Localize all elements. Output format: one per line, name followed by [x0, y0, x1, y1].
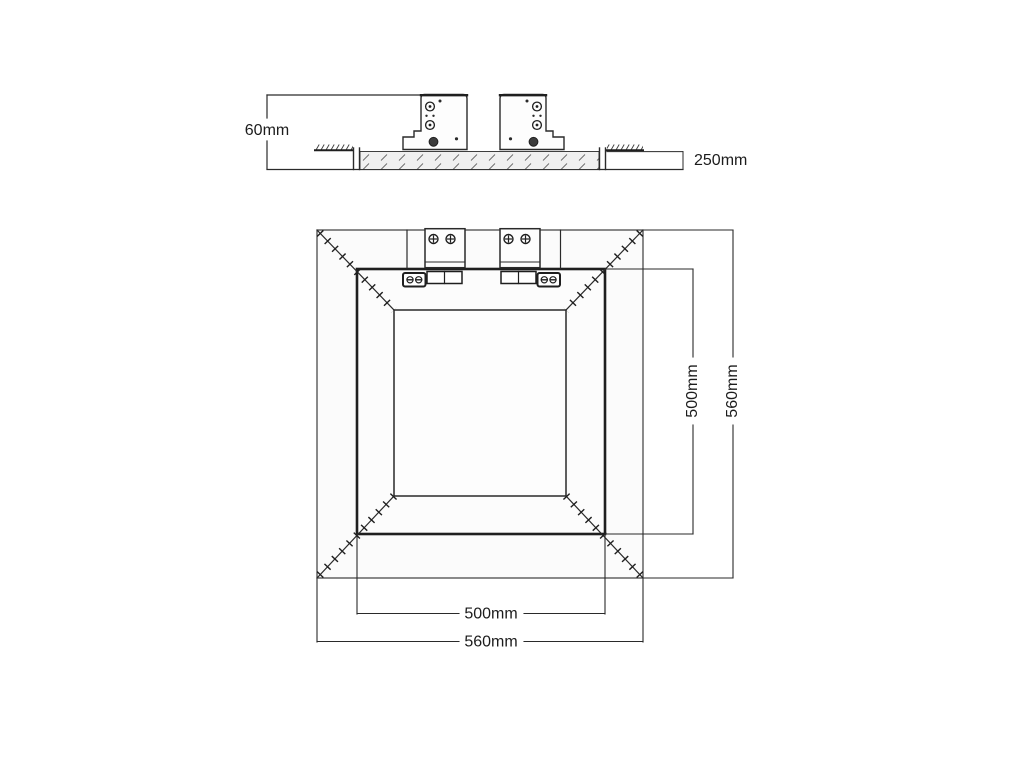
panel-cross-section — [360, 152, 599, 170]
label-bottom-500mm: 500mm — [464, 605, 518, 623]
mounting-bracket-left-side — [403, 95, 467, 150]
inner-panel-face — [394, 310, 566, 496]
plan-view — [317, 229, 741, 651]
label-right-560mm: 560mm — [724, 364, 742, 418]
label-60mm: 60mm — [244, 122, 290, 139]
mounting-bracket-right-side — [500, 95, 564, 150]
ceiling-flange-left — [315, 144, 353, 150]
label-250mm: 250mm — [694, 152, 748, 169]
clip-plate — [538, 273, 561, 287]
side-section-view — [245, 95, 748, 170]
clip-plate — [403, 273, 426, 287]
frame-rail-left — [354, 148, 360, 170]
frame-rail-right — [600, 148, 606, 170]
ceiling-flange-right — [607, 144, 683, 170]
label-right-500mm: 500mm — [684, 364, 702, 418]
label-bottom-560mm: 560mm — [464, 633, 518, 651]
